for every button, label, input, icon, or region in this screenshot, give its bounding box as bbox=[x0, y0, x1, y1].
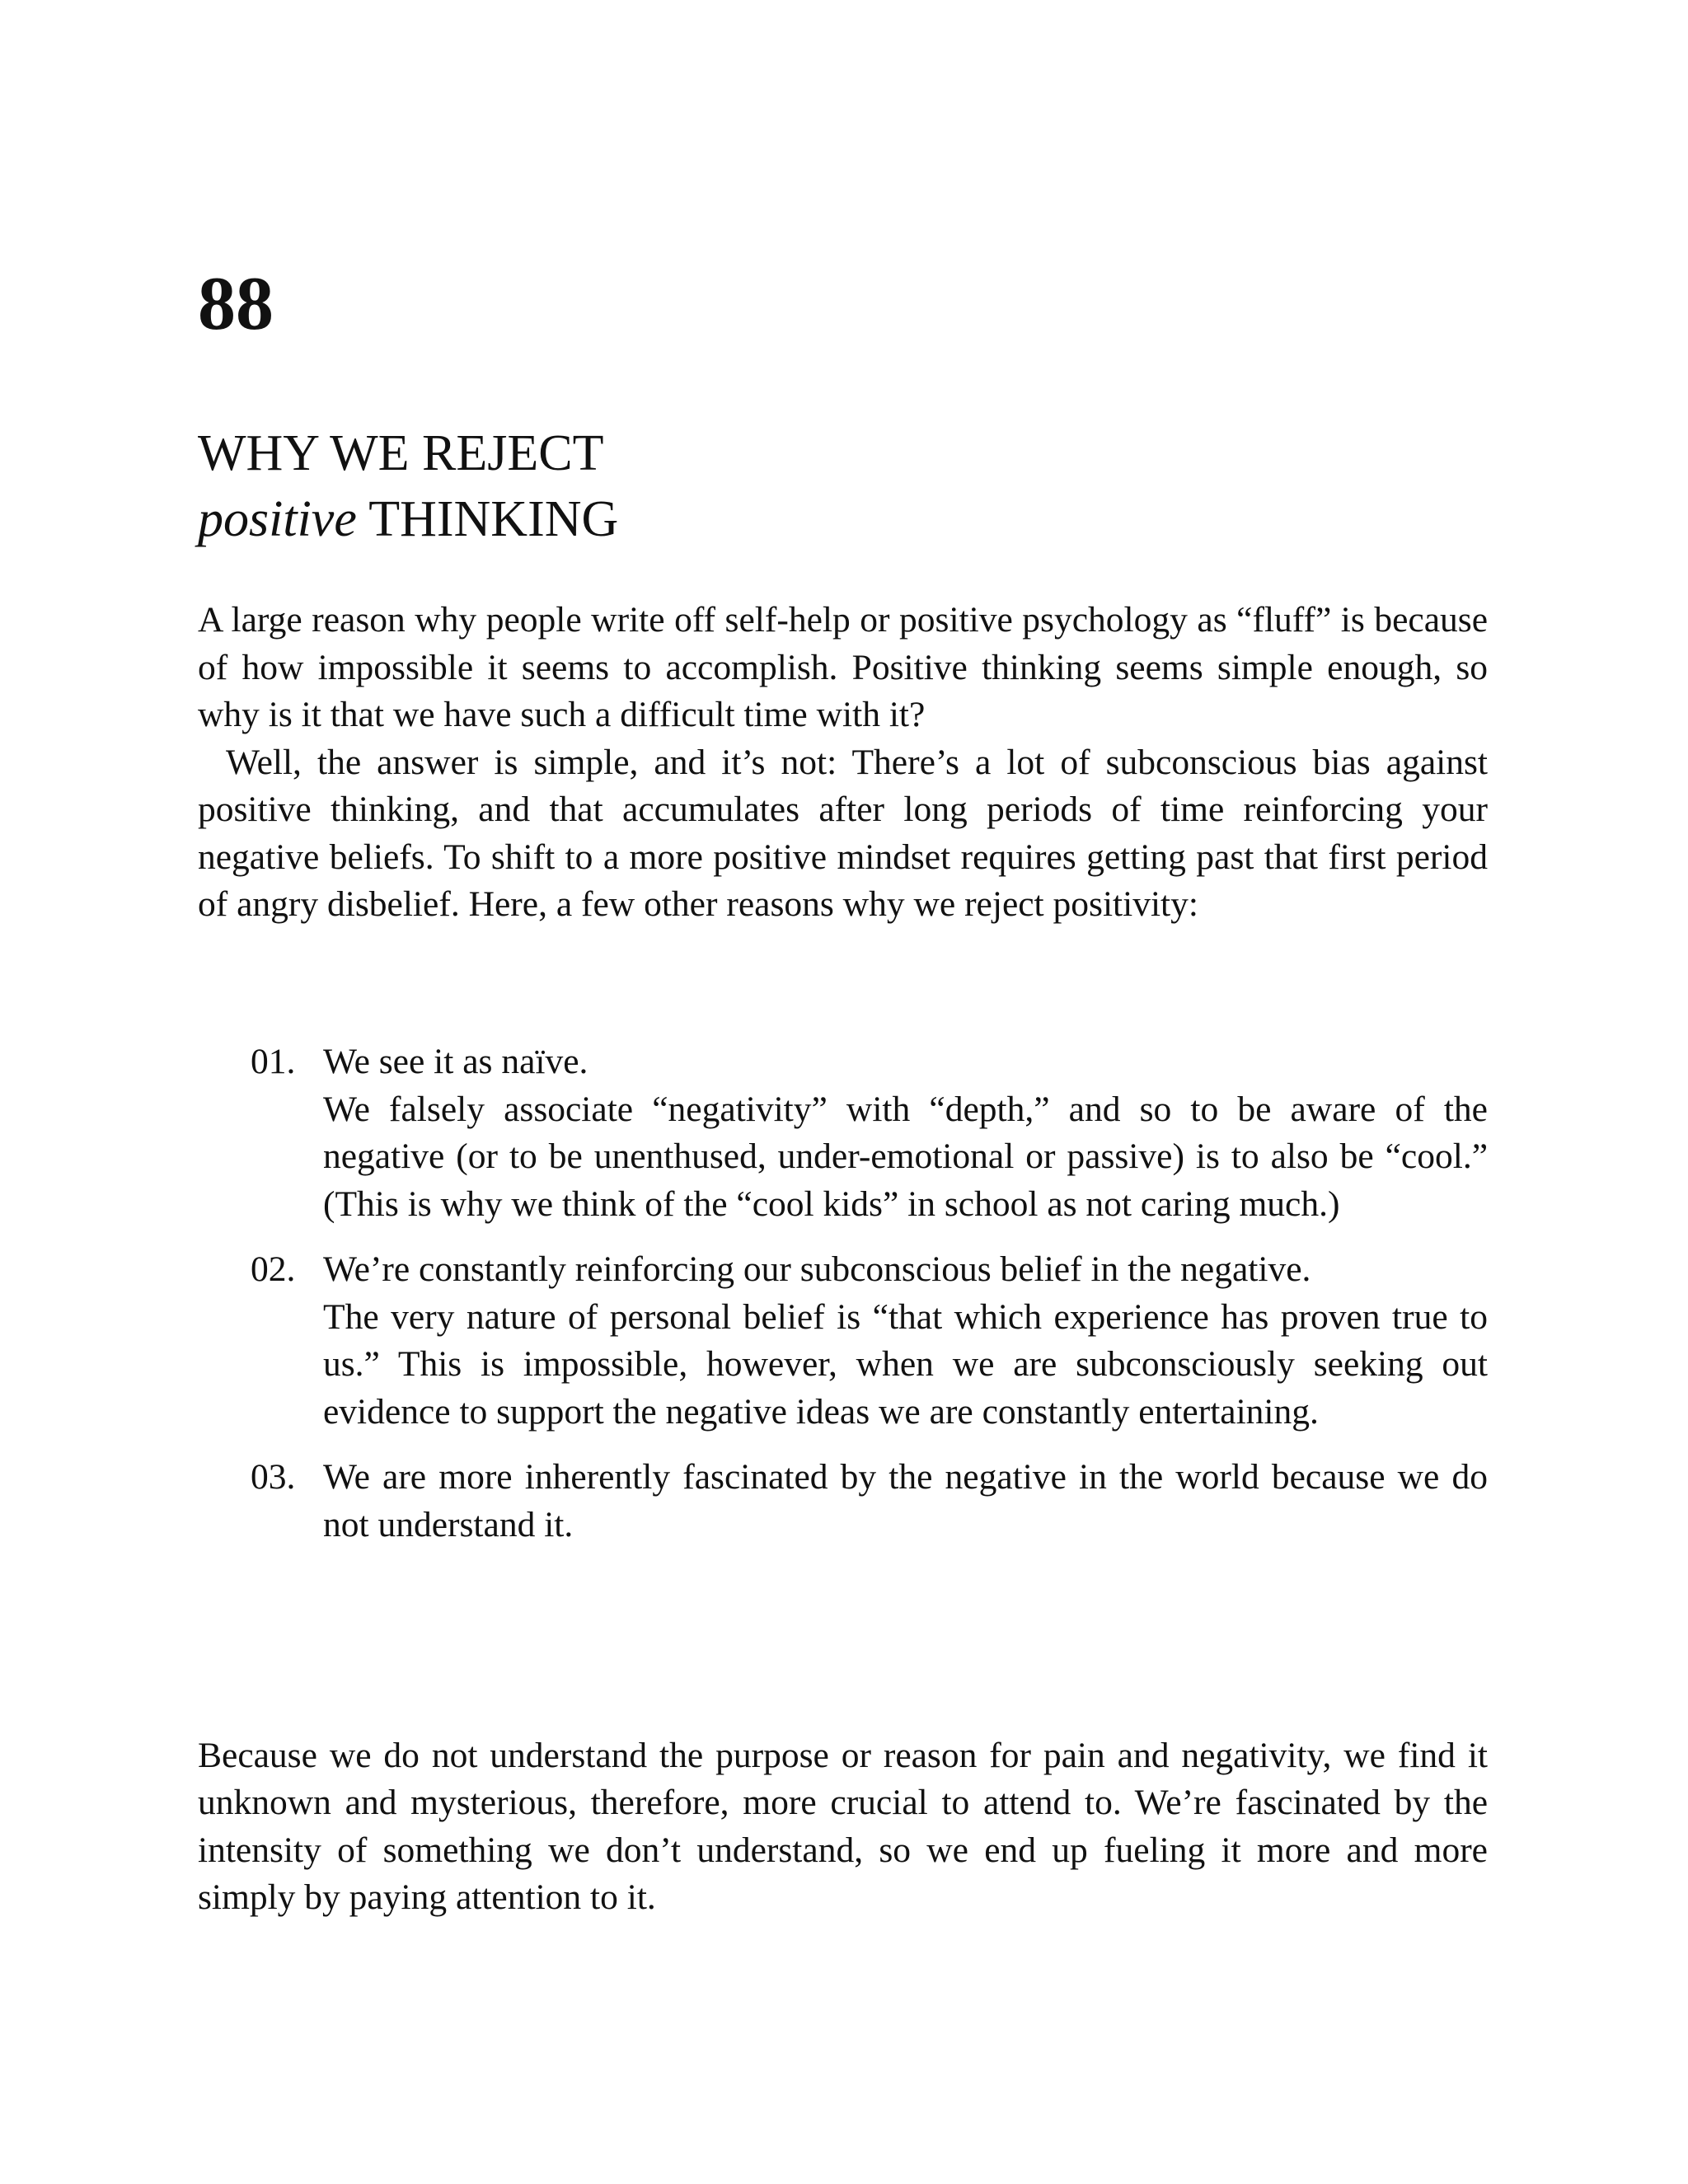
reasons-list bbox=[198, 1038, 1488, 1567]
reason-number: 02. bbox=[251, 1249, 296, 1289]
chapter-title bbox=[198, 420, 618, 552]
intro-section bbox=[198, 597, 1488, 929]
intro-paragraph-2: Well, the answer is simple, and it’s not: There’s a lot of subconscious bias against positive thinking, and that accumulates after long periods of time reinforcing your negative beliefs. To shift to a more positive mindset requires getting past that first period of angry disbelief. Here, a few other reasons why we reject positivity: bbox=[198, 742, 1488, 924]
reason-number: 03. bbox=[251, 1457, 296, 1497]
reason-description: We falsely associate “negativity” with “depth,” and so to be aware of the negative (or to be unenthused, under-emotional or passive) is to also be “cool.” (This is why we think of the “cool kids” in school as not caring much.) bbox=[323, 1089, 1488, 1224]
reason-title: We see it as naïve. bbox=[323, 1042, 588, 1081]
chapter-title-line1: WHY WE REJECT bbox=[198, 425, 604, 481]
reason-description: The very nature of personal belief is “that which experience has proven true to us.” This is impossible, however, when we are subconsciously seeking out evidence to support the negative ideas we are constantly entertaining. bbox=[323, 1296, 1488, 1432]
reason-title: We’re constantly reinforcing our subconscious belief in the negative. bbox=[323, 1249, 1311, 1289]
intro-paragraph-1: A large reason why people write off self-help or positive psychology as “fluff” is because of how impossible it seems to accomplish. Positive thinking seems simple enough, so why is it that we have such a difficult time with it? bbox=[198, 600, 1488, 734]
reason-item-2 bbox=[198, 1246, 1488, 1436]
reason-title: We are more inherently fascinated by the negative in the world because we do not understand it. bbox=[323, 1457, 1488, 1544]
reason-item-3 bbox=[198, 1454, 1488, 1549]
closing-paragraph: Because we do not understand the purpose or reason for pain and negativity, we find it unknown and mysterious, therefore, more crucial to attend to. We’re fascinated by the intensity of something we don’t understand, so we end up fueling it more and more simply by paying attention to it. bbox=[198, 1735, 1488, 1917]
reason-item-1 bbox=[198, 1038, 1488, 1228]
reason-number: 01. bbox=[251, 1042, 296, 1081]
chapter-number: 88 bbox=[198, 261, 274, 345]
closing-section bbox=[198, 1696, 1488, 1957]
chapter-title-line2-rest: THINKING bbox=[356, 491, 619, 547]
chapter-title-italic-word: positive bbox=[198, 491, 357, 547]
